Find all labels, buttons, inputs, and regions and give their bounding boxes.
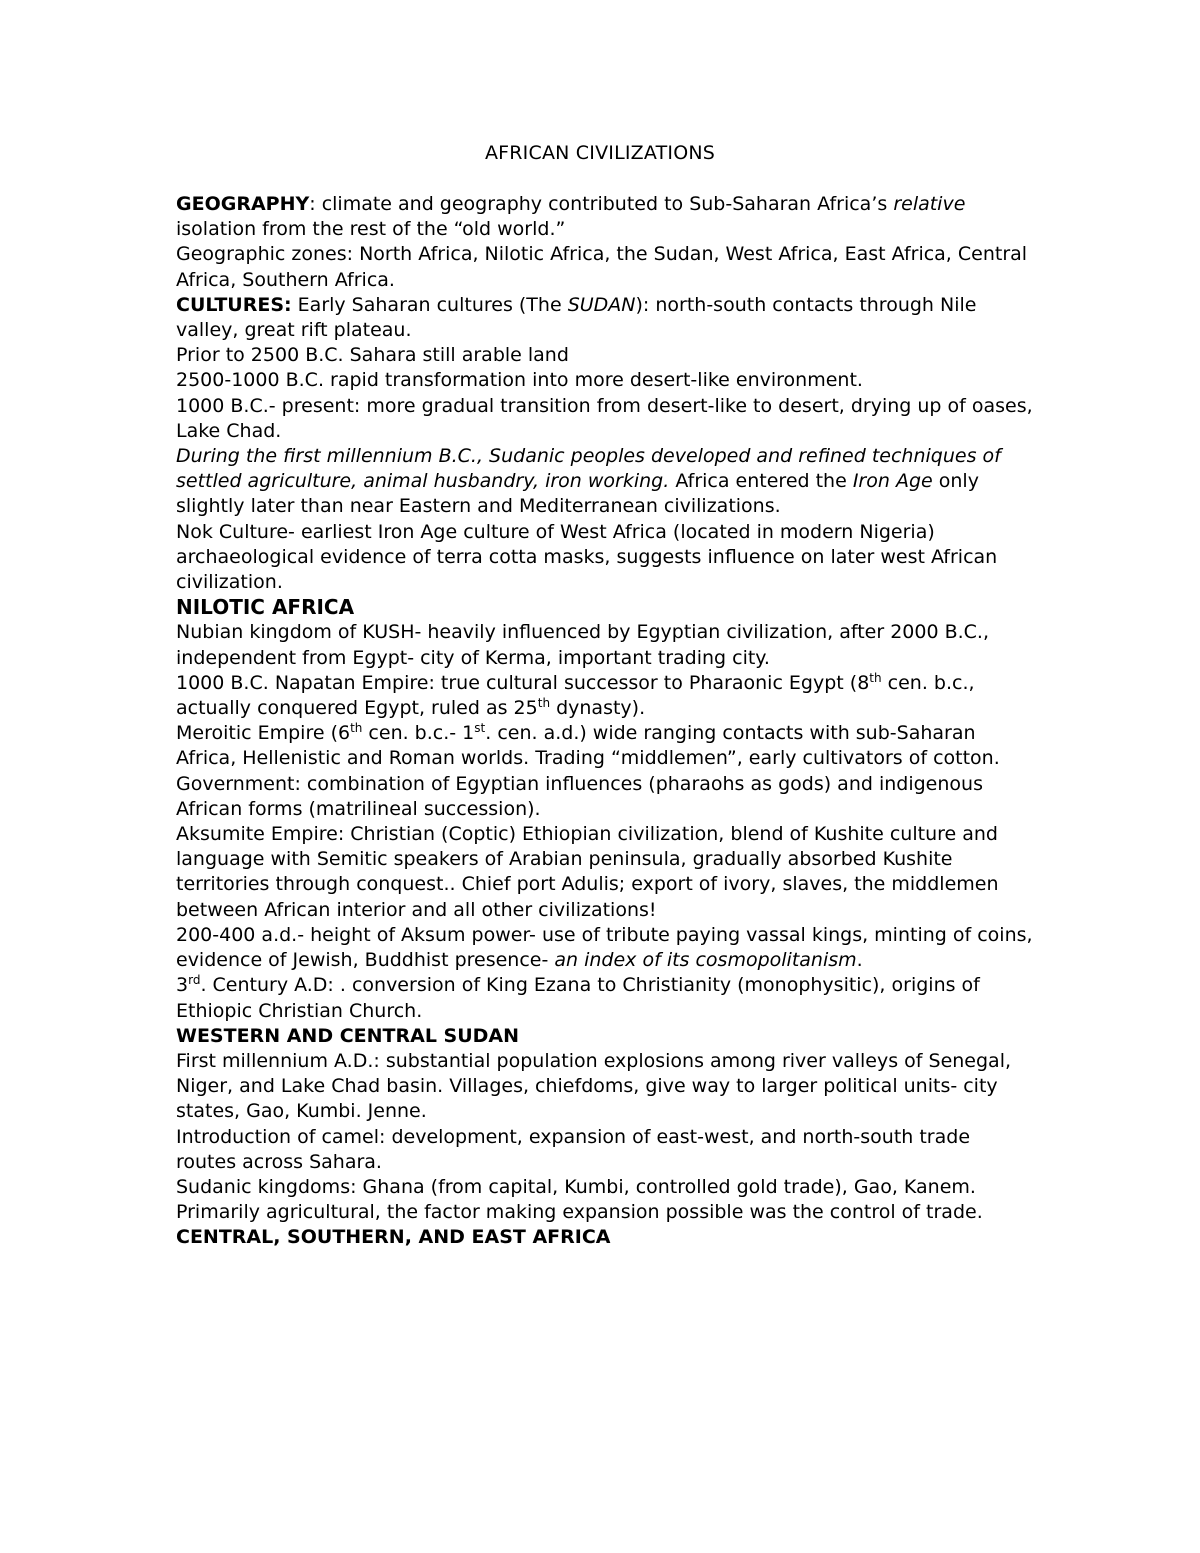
nilotic-p3-sup2: st (474, 721, 486, 736)
nilotic-p4: Government: combination of Egyptian influences (pharaohs as gods) and indigenous African forms (matrilineal succession). (176, 772, 983, 820)
geography-paragraph (176, 192, 1036, 242)
nilotic-p6-b: . (856, 949, 863, 972)
nilotic-p3 (176, 721, 1036, 771)
nilotic-p6-italic: an index of its cosmopolitanism (554, 949, 857, 972)
cultures-p4-a: Africa entered the (669, 470, 853, 493)
nilotic-p7-a: 3 (176, 974, 189, 997)
cultures-p3: 1000 B.C.- present: more gradual transition from desert-like to desert, drying up of oases, Lake Chad. (176, 394, 1033, 442)
cultures-label: CULTURES: (176, 293, 292, 316)
nilotic-p2-b: cen. b.c., actually conquered Egypt, ruled as 25 (176, 671, 975, 720)
nilotic-p1: Nubian kingdom of KUSH- heavily influenced by Egyptian civilization, after 2000 B.C., independent from Egypt- city of Kerma, important trading city. (176, 621, 990, 669)
nilotic-p7 (176, 973, 1036, 1023)
nilotic-heading: NILOTIC AFRICA (176, 595, 355, 620)
nilotic-p6-a: 200-400 a.d.- height of Aksum power- use of tribute paying vassal kings, minting of coins, evidence of Jewish, Buddhist presence- (176, 923, 1033, 972)
nilotic-p7-sup: rd (188, 973, 201, 988)
nilotic-p2-sup2: th (537, 696, 551, 711)
nilotic-p2 (176, 671, 1036, 721)
geography-text-a: : climate and geography contributed to Sub-Saharan Africa’s (309, 193, 894, 215)
nilotic-p5: Aksumite Empire: Christian (Coptic) Ethiopian civilization, blend of Kushite culture and language with Semitic speakers of Arabian peninsula, gradually absorbed Kushite territories through conquest.. Chief port Adulis; export of ivory, slaves, the middlemen between African interior and all other civilizations! (176, 823, 999, 921)
geographic-zones-paragraph: Geographic zones: North Africa, Nilotic Africa, the Sudan, West Africa, East Africa, Central Africa, Southern Africa. (176, 243, 1028, 291)
western-heading: WESTERN AND CENTRAL SUDAN (176, 1024, 520, 1047)
nilotic-p2-sup1: th (869, 670, 882, 685)
western-p1: First millennium A.D.: substantial population explosions among river valleys of Senegal, Niger, and Lake Chad basin. Villages, chiefdoms, give way to larger political units- city states, Gao, Kumbi. Jenne. (176, 1049, 1012, 1123)
cultures-p2: 2500-1000 B.C. rapid transformation into more desert-like environment. (176, 369, 863, 392)
cultures-p4-b: only slightly later than near Eastern and Mediterranean civilizations. (176, 470, 979, 518)
western-p2: Introduction of camel: development, expansion of east-west, and north-south trade routes across Sahara. (176, 1125, 971, 1173)
nilotic-p3-c: . cen. a.d.) wide ranging contacts with sub-Saharan Africa, Hellenistic and Roman worlds. Trading “middlemen”, early cultivators of cotton. (176, 722, 1000, 770)
cultures-p4-italic: During the first millennium B.C., Sudanic peoples developed and refined techniques of settled agriculture, animal husbandry, iron working. (176, 445, 1001, 493)
nilotic-p7-b: . Century A.D: . conversion of King Ezana to Christianity (monophysitic), origins of Ethiopic Christian Church. (176, 974, 980, 1022)
central-heading: CENTRAL, SOUTHERN, AND EAST AFRICA (176, 1226, 611, 1249)
document-body (176, 192, 1036, 1251)
cultures-p5: Nok Culture- earliest Iron Age culture of West Africa (located in modern Nigeria) archaeological evidence of terra cotta masks, suggests influence on later west African civilization. (176, 520, 998, 594)
geography-relative: relative (893, 193, 966, 215)
cultures-intro-a: Early Saharan cultures (The (291, 293, 568, 316)
page-title: AFRICAN CIVILIZATIONS (484, 142, 716, 164)
nilotic-p2-c: dynasty). (550, 697, 646, 720)
nilotic-p3-a: Meroitic Empire (6 (176, 722, 351, 745)
cultures-p4 (176, 444, 1036, 520)
geography-text-b: isolation from the rest of the “old world.” (176, 218, 566, 241)
nilotic-p6 (176, 923, 1036, 973)
nilotic-p2-a: 1000 B.C. Napatan Empire: true cultural successor to Pharaonic Egypt (8 (176, 671, 870, 694)
nilotic-p3-sup1: th (350, 721, 363, 736)
nilotic-p3-b: cen. b.c.- 1 (362, 722, 475, 745)
cultures-paragraph (176, 293, 1036, 343)
cultures-intro-b: ): north-south contacts through Nile valley, great rift plateau. (176, 293, 977, 342)
geography-label: GEOGRAPHY (176, 193, 310, 215)
western-p3: Sudanic kingdoms: Ghana (from capital, Kumbi, controlled gold trade), Gao, Kanem. Primarily agricultural, the factor making expansion possible was the control of trade. (176, 1175, 983, 1224)
cultures-p1: Prior to 2500 B.C. Sahara still arable land (176, 344, 569, 367)
cultures-sudan: SUDAN (567, 293, 636, 316)
cultures-iron-age: Iron Age (852, 470, 933, 493)
